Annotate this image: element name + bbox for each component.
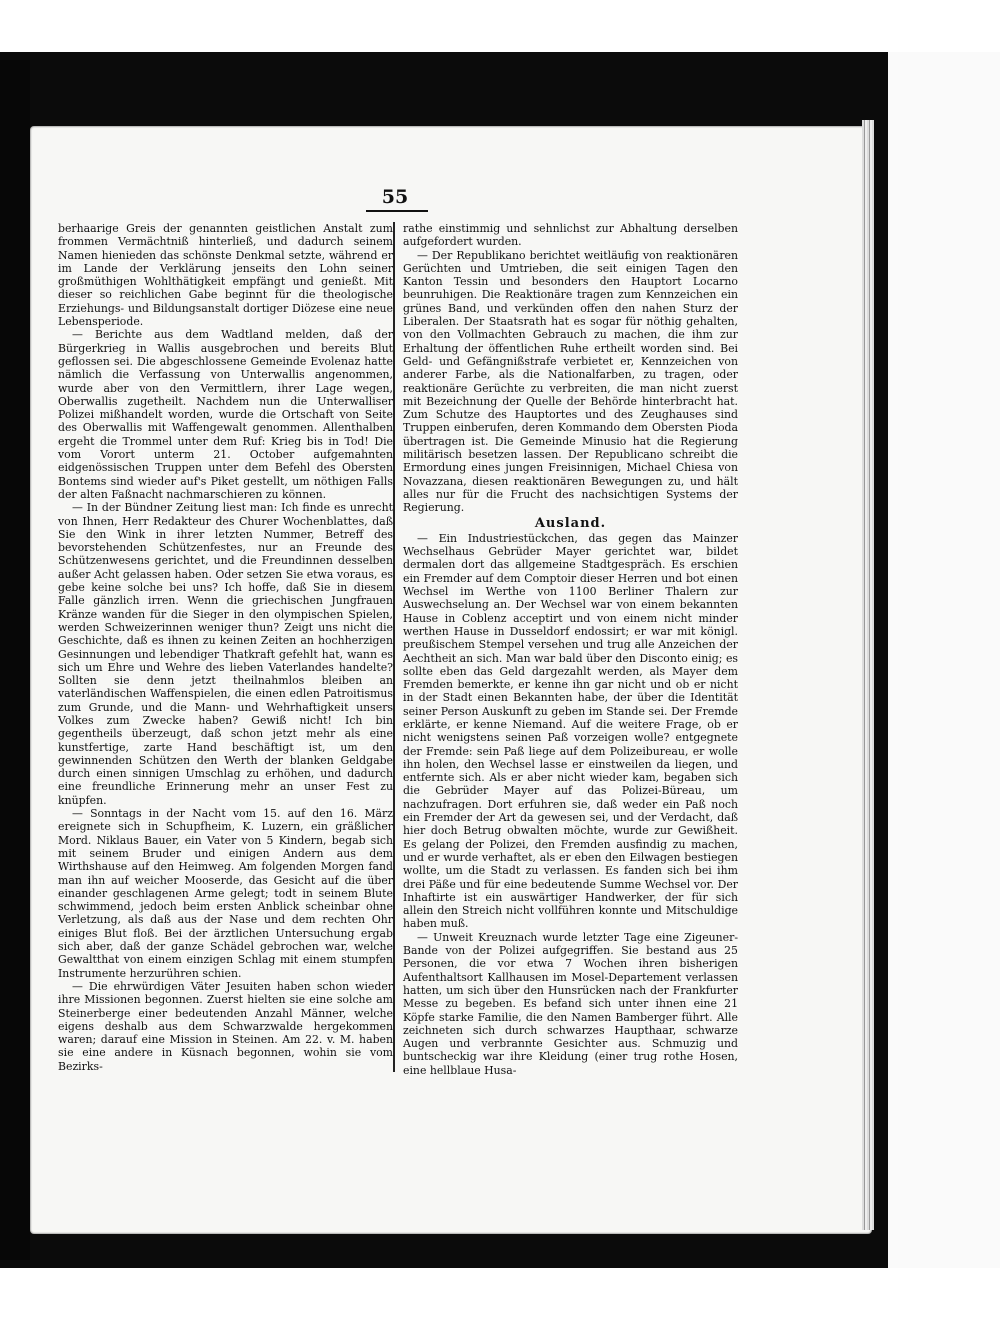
- page-stack-edge: [862, 120, 874, 1230]
- article-paragraph: — Unweit Kreuznach wurde letzter Tage eine Zigeuner-Bande von der Polizei aufgegriffen. Sie bestand aus 25 Personen, die vor etwa 7 Wochen ihren bisherigen Aufenthaltsort Kallhausen im Mosel-Departement verlassen hatten, um sich über den Hunsrücken nach der Frankfurter Messe zu begeben. Es befand sich unter ihnen eine 21 Köpfe starke Familie, die den Namen Bamberger führt. Alle zeichneten sich durch schwarzes Haupthaar, schwarze Augen und verbrannte Gesichter aus. Schmuzig und buntscheckig war ihre Kleidung (einer trug rothe Hosen, eine hellblaue Husa-: [403, 930, 738, 1077]
- article-paragraph: — Der Republikano berichtet weitläufig von reaktionären Gerüchten und Umtrieben, die seit einigen Tagen den Kanton Tessin und besonders den Hauptort Locarno beunruhigen. Die Reaktionäre tragen zum Kennzeichen ein grünes Band, und verkünden offen den nahen Sturz der Liberalen. Der Staatsrath hat es sogar für nöthig gehalten, von den Vollmachten Gebrauch zu machen, die ihm zur Erhaltung der öffentlichen Ruhe ertheilt worden sind. Bei Geld- und Gefängnißstrafe verbietet er, Kennzeichen von anderer Farbe, als die Nationalfarben, zu tragen, oder reaktionäre Gerüchte zu verbreiten, die man nicht zuerst mit Bezeichnung der Quelle der Behörde hinterbracht hat. Zum Schutze des Hauptortes und des Zeughauses sind Truppen einberufen, deren Kommando dem Obersten Pioda übertragen ist. Die Gemeinde Minusio hat die Regierung militärisch besetzen lassen. Der Republicano schreibt die Ermordung eines jungen Freisinnigen, Michael Chiesa von Novazzana, diesen reaktionären Bewegungen zu, und hält alles nur für die Frucht des nachsichtigen Systems der Regierung.: [403, 248, 738, 515]
- scan-margin-right: [888, 52, 1000, 1268]
- column-divider: [393, 222, 395, 1072]
- left-column: [58, 222, 393, 1073]
- article-paragraph: — In der Bündner Zeitung liest man: Ich finde es unrecht von Ihnen, Herr Redakteur des Churer Wochenblattes, daß Sie den Wink in ihrer letzten Nummer, Betreff des bevorstehenden Schützenfestes, nur an Freunde des Schützenwesens gerichtet, und die Freundinnen desselben außer Acht gelassen haben. Oder setzen Sie etwa voraus, es gebe keine solche bei uns? Ich hoffe, daß Sie in diesem Falle gänzlich irren. Wenn die griechischen Jungfrauen Kränze wanden für die Sieger in den olympischen Spielen, werden Schweizerinnen weniger thun? Zeigt uns nicht die Geschichte, daß es ihnen zu keinen Zeiten an hochherzigen Gesinnungen und lebendiger Thatkraft gefehlt hat, wann es sich um Ehre und Wehre des lieben Vaterlandes handelte? Sollten sie denn jetzt theilnahmlos bleiben an vaterländischen Waffenspielen, die einen edlen Patroitismus zum Grunde, und die Mann- und Wehrhaftigkeit unsers Volkes zum Zwecke haben? Gewiß nicht! Ich bin gegentheils überzeugt, daß schon jetzt mehr als eine kunstfertige, zarte Hand beschäftigt ist, um den gewinnenden Schützen den Werth der blanken Geldgabe durch einen sinnigen Umschlag zu erhöhen, und dadurch eine freundliche Erinnerung mehr an unser Fest zu knüpfen.: [58, 501, 393, 807]
- page-number: 55: [381, 186, 409, 208]
- scan-margin-bottom: [0, 1268, 1000, 1322]
- scan-margin-top: [0, 0, 1000, 52]
- section-heading: Ausland.: [534, 515, 607, 531]
- article-paragraph: rathe einstimmig und sehnlichst zur Abhaltung derselben aufgefordert wurden.: [403, 222, 738, 249]
- book-spine: [0, 60, 30, 1260]
- article-paragraph: — Die ehrwürdigen Väter Jesuiten haben schon wieder ihre Missionen begonnen. Zuerst hielten sie eine solche am Steinerberge einer bedeutenden Anzahl Männer, welche eigens deshalb aus dem Schwarzwalde hergekommen waren; darauf eine Mission in Steinen. Am 22. v. M. haben sie eine andere in Küsnach begonnen, wohin sie vom Bezirks-: [58, 979, 393, 1073]
- right-column: [403, 222, 738, 1077]
- article-paragraph: — Sonntags in der Nacht vom 15. auf den 16. März ereignete sich in Schupfheim, K. Luzern, ein gräßlicher Mord. Niklaus Bauer, ein Vater von 5 Kindern, begab sich mit seinem Bruder und einigen Andern aus dem Wirthshause auf den Heimweg. Am folgenden Morgen fand man ihn auf weicher Mooserde, das Gesicht auf die über einander geschlagenen Arme gelegt; todt in seinem Blute schwimmend, jedoch beim ersten Anblick scheinbar ohne Verletzung, als daß aus der Nase und dem rechten Ohr einiges Blut floß. Bei der ärztlichen Untersuchung ergab sich aber, daß der ganze Schädel gebrochen war, welche Gewaltthat von einem einzigen Schlag mit einem stumpfen Instrumente herzurühren schien.: [58, 807, 393, 980]
- article-paragraph: berhaarige Greis der genannten geistlichen Anstalt zum frommen Vermächtniß hinterließ, und dadurch seinem Namen hienieden das schönste Denkmal setzte, während er im Lande der Verklärung jenseits den Lohn seiner großmüthigen Wohlthätigkeit empfängt und genießt. Mit dieser so reichlichen Gabe beginnt für die theologische Erziehungs- und Bildungsanstalt dortiger Diözese eine neue Lebensperiode.: [58, 222, 393, 329]
- page-number-rule: [366, 210, 428, 212]
- article-paragraph: — Ein Industriestückchen, das gegen das Mainzer Wechselhaus Gebrüder Mayer gerichtet war, bildet dermalen dort das allgemeine Stadtgespräch. Es erschien ein Fremder auf dem Comptoir dieser Herren und bot einen Wechsel im Werthe von 1100 Berliner Thalern zur Auswechselung an. Der Wechsel war von einem bekannten Hause in Coblenz acceptirt und von einem nicht minder werthen Hause in Dusseldorf endossirt; er war mit königl. preußischem Stempel versehen und trug alle Anzeichen der Aechtheit an sich. Man war bald über den Disconto einig; es sollte eben das Geld dargezahlt werden, als Mayer dem Fremden bemerkte, er kenne ihn gar nicht und ob er nicht in der Stadt einen Bekannten habe, der über die Identität seiner Person Auskunft zu geben im Stande sei. Der Fremde erklärte, er kenne Niemand. Auf die weitere Frage, ob er nicht wenigstens seinen Paß vorzeigen wolle? entgegnete der Fremde: sein Paß liege auf dem Polizeibureau, er wolle ihn holen, den Wechsel lasse er einstweilen da liegen, und entfernte sich. Als er aber nicht wieder kam, begaben sich die Gebrüder Mayer auf das Polizei-Büreau, um nachzufragen. Dort erfuhren sie, daß weder ein Paß noch ein Fremder der Art da gewesen sei, und der Verdacht, daß hier doch Betrug obwalten möchte, wurde zur Gewißheit. Es gelang der Polizei, den Fremden ausfindig zu machen, und er wurde verhaftet, als er eben den Eilwagen bestiegen wollte, um die Stadt zu verlassen. Es fanden sich bei ihm drei Päße und für eine bedeutende Summe Wechsel vor. Der Inhaftirte ist ein auswärtiger Handwerker, der für sich allein den Streich nicht vollführen konnte und Mitschuldige haben muß.: [403, 531, 738, 931]
- article-paragraph: — Berichte aus dem Wadtland melden, daß der Bürgerkrieg in Wallis ausgebrochen und bereits Blut geflossen sei. Die abgeschlossene Gemeinde Evolenaz hatte nämlich die Verfassung von Unterwallis angenommen, wurde aber von den Vermittlern, ihrer Lage wegen, Oberwallis zugetheilt. Nachdem nun die Unterwalliser Polizei mißhandelt worden, wurde die Ortschaft von Seite des Oberwallis mit Waffengewalt genommen. Allenthalben ergeht die Trommel unter dem Ruf: Krieg bis in Tod! Die vom Vorort unterm 21. October aufgemahnten eidgenössischen Truppen unter dem Befehl des Obersten Bontems sind wieder auf's Piket gestellt, um nöthigen Falls der alten Faßnacht nachmarschieren zu können.: [58, 328, 393, 501]
